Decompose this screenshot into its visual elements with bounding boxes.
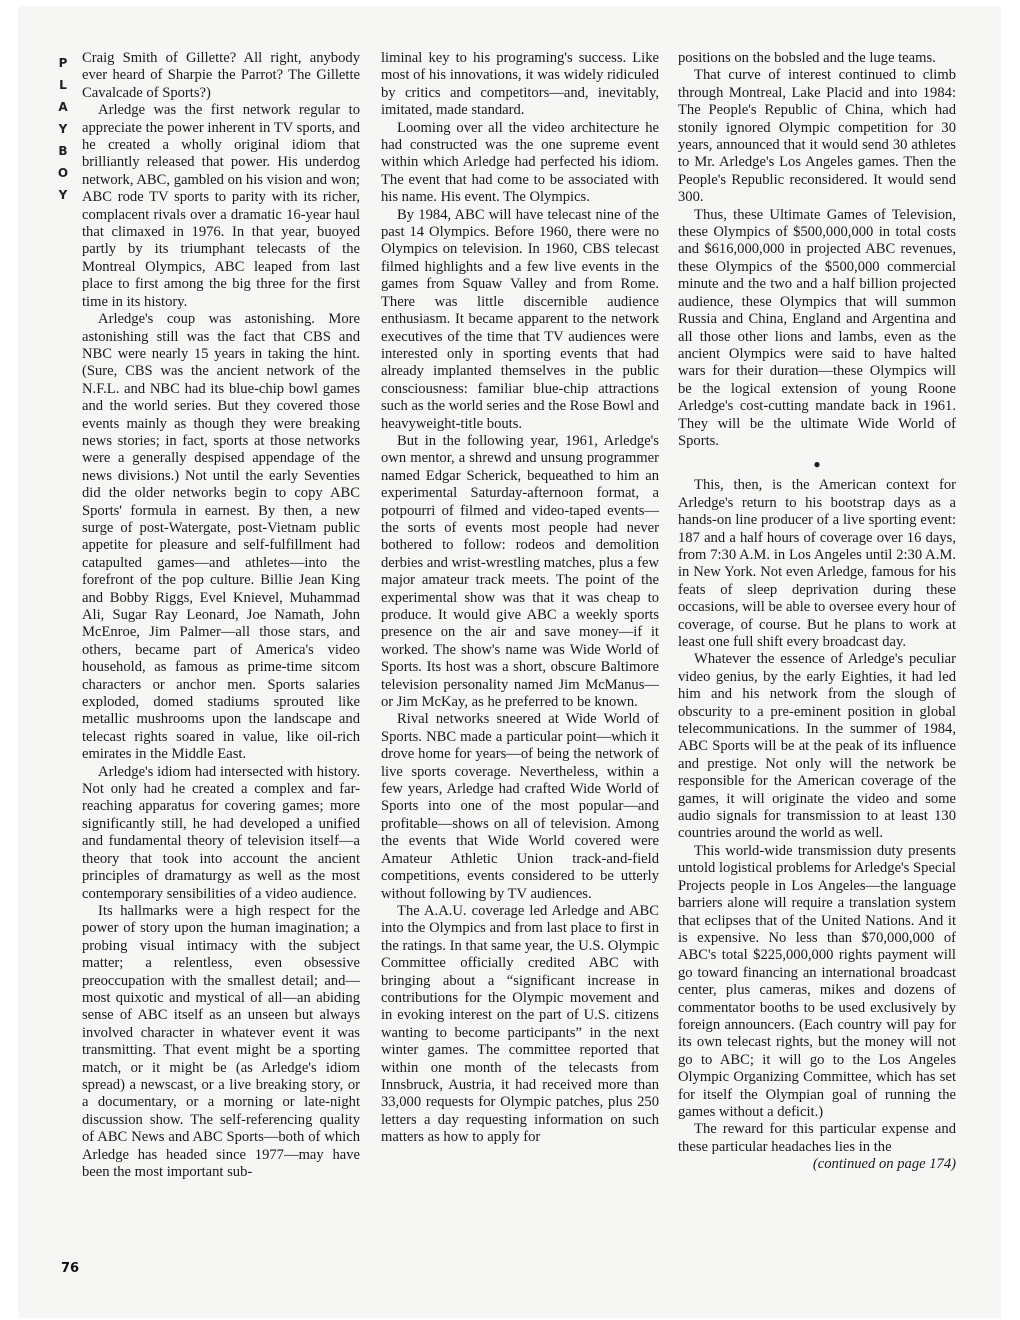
paragraph: Arledge was the first network regular to appreciate the power inherent in TV sports, and he created a wholly original idiom that brilliantly released that power. His underdog network, ABC, gambled on his vision and won; ABC rode TV sports to parity with its richer, complacent rivals over a dramatic 16-year haul that climaxed in 1976. In that year, buoyed partly by its triumphant telecasts of the Montreal Olympics, ABC leaped from last place to first among the big three for the first time in its history. xyxy=(82,102,360,310)
paragraph: But in the following year, 1961, Arledge's own mentor, a shrewd and unsung programmer named Edgar Scherick, bequeathed to him an experimental Saturday-afternoon format, a potpourri of filmed and video-taped events—the sorts of events most people had never bothered to follow: rodeos and demolition derbies and wrist-wrestling matches, plus a few major amateur track meets. The point of the experimental show was that it was cheap to produce. It would give ABC a weekly sports presence on the air and save money—if it worked. The show's name was Wide World of Sports. Its host was a short, obscure Baltimore television personality named Jim McManus—or Jim McKay, as he preferred to be known. xyxy=(381,432,659,711)
running-head-letter: B xyxy=(58,144,68,158)
paragraph: Craig Smith of Gillette? All right, anybody ever heard of Sharpie the Parrot? The Gillette Cavalcade of Sports?) xyxy=(82,50,360,101)
paragraph: positions on the bobsled and the luge teams. xyxy=(678,50,936,66)
paragraph: Whatever the essence of Arledge's peculiar video genius, by the early Eighties, it had led him and his network from the slough of obscurity to a pre-eminent position in global telecommunications. In the summer of 1984, ABC Sports will be at the peak of its influence and prestige. Not only will the network be responsible for the American coverage of the games, it will originate the video and some audio signals for transmission to at least 130 countries around the world as well. xyxy=(678,651,956,842)
paragraph: The A.A.U. coverage led Arledge and ABC into the Olympics and from last place to first in the ratings. In that same year, the U.S. Olympic Committee officially credited ABC with bringing about a “significant increase in contributions for the Olympic movement and in evoking interest on the part of U.S. citizens wanting to become participants” in the next winter games. The committee reported that within one month of the telecasts from Innsbruck, Austria, it had received more than 33,000 requests for Olympic patches, plus 250 letters a day requesting information on such matters as how to apply for xyxy=(381,902,659,1146)
paragraph: Looming over all the video architecture he had constructed was the one supreme event within which Arledge had perfected his idiom. The event that had come to be associated with his name. His event. The Olympics. xyxy=(381,119,659,206)
paragraph: This, then, is the American context for Arledge's return to his bootstrap days as a hands-on line producer of a live sporting event: 187 and a half hours of coverage over 16 days, from 7:30 A.M. in Los Angeles until 2:30 A.M. in New York. Not even Arledge, famous for his feats of sleep deprivation during these occasions, will be able to oversee every hour of coverage, of course. But he plans to work at least one full shift every broadcast day. xyxy=(678,477,956,650)
running-head-letter: P xyxy=(58,56,68,70)
running-head-letter: Y xyxy=(58,188,68,202)
paragraph: liminal key to his programing's success. Like most of his innovations, it was widely ridiculed by critics and competitors—and, inevitably, imitated, made standard. xyxy=(381,50,659,119)
page-number: 76 xyxy=(61,1261,80,1276)
paragraph: This world-wide transmission duty presents untold logistical problems for Arledge's Special Projects people in Los Angeles—the language barriers alone will require a translation system that eclipses that of the United Nations. And it is expensive. No less than $70,000,000 of ABC's total $225,000,000 rights payment will go toward financing an international broadcast center, plus cameras, mikes and dozens of commentator booths to be used exclusively by foreign announcers. (Each country will pay for its own telecast rights, but the money will not go to ABC; it will go to the Los Angeles Olympic Organizing Committee, which has set for itself the Olympian goal of running the games without a deficit.) xyxy=(678,842,956,1120)
running-head-letter: A xyxy=(58,100,68,114)
running-head-letter: O xyxy=(57,166,69,180)
paragraph: Thus, these Ultimate Games of Television, these Olympics of $500,000,000 in total costs and $616,000,000 in projected ABC revenues, these Olympics of the $500,000 commercial minute and the two and a half billion projected audience, these Olympics that will summon Russia and China, England and Argentina and all those other lions and lambs, even as the ancient Olympics were said to have halted wars for their duration—these Olympics will be the logical extension of young Roone Arledge's cost-cutting mandate back in 1961. They will be the ultimate Wide World of Sports. xyxy=(678,206,956,449)
paragraph: That curve of interest continued to climb through Montreal, Lake Placid and into 1984: The People's Republic of China, which had stonily ignored Olympic competition for 30 years, announced that it would send 30 athletes to Mr. Arledge's Los Angeles games. Then the People's Republic reconsidered. It would send 300. xyxy=(678,67,956,206)
paragraph: By 1984, ABC will have telecast nine of the past 14 Olympics. Before 1960, there were no Olympics on television. In 1960, CBS telecast filmed highlights and a few live events in the games from Squaw Valley and from Rome. There was little discernible audience enthusiasm. It became apparent to the network executives of the time that TV audiences were interested only in sporting events that had already implanted themselves in the public consciousness: familiar blue-chip attractions such as the world series and the Rose Bowl and heavyweight-title bouts. xyxy=(381,206,659,432)
text-column-1 xyxy=(82,50,360,1181)
paragraph: The reward for this particular expense and these particular headaches lies in the xyxy=(678,1121,956,1155)
running-head-letter: Y xyxy=(58,122,68,136)
paragraph: Arledge's idiom had intersected with history. Not only had he created a complex and far-reaching apparatus for covering games; more significantly still, he had developed a unified and fundamental theory of television itself—a theory that took into account the ancient principles of dramaturgy as well as the most contemporary sensibilities of a video audience. xyxy=(82,763,360,902)
running-head xyxy=(56,52,70,206)
continued-note: (continued on page 174) xyxy=(812,1156,956,1173)
running-head-letter: L xyxy=(59,78,67,92)
paragraph: Rival networks sneered at Wide World of Sports. NBC made a particular point—which it drove home for years—of being the network of live sports coverage. Nevertheless, within a few years, Arledge had crafted Wide World of Sports into one of the most popular—and profitable—shows on all of television. Among the events that Wide World covered were Amateur Athletic Union track-and-field competitions, events considered to be utterly without following by TV audiences. xyxy=(381,711,659,902)
paragraph: Its hallmarks were a high respect for the power of story upon the human imagination; a probing visual intimacy with the subject matter; a relentless, even obsessive preoccupation with the smallest detail; and—most quixotic and mystical of all—an abiding sense of ABC itself as an unseen but always involved character in whatever event it was transmitting. That event might be a sporting match, or it might be (as Arledge's idiom spread) a newscast, or a live breaking story, or a documentary, or a morning or late-night discussion show. The self-referencing quality of ABC News and ABC Sports—both of which Arledge has headed since 1977—may have been the most important sub- xyxy=(82,902,360,1180)
text-column-2 xyxy=(381,50,659,1147)
paragraph: Arledge's coup was astonishing. More astonishing still was the fact that CBS and NBC were nearly 15 years in taking the hint. (Sure, CBS was the ancient network of the N.F.L. and NBC had its blue-chip bowl games and the world series. But they covered those events mainly as though they were breaking news stories; in fact, sports at those networks were a generally despised appendage of the news divisions.) Not until the early Seventies did the older networks begin to copy ABC Sports' formula in earnest. By then, a new surge of post-Watergate, post-Vietnam public appetite for pleasure and self-fulfillment had catapulted games—and athletes—into the forefront of the pop culture. Billie Jean King and Bobby Riggs, Evel Knievel, Muhammad Ali, Sugar Ray Leonard, Joe Namath, John McEnroe, Jim Palmer—all those stars, and others, became part of America's video household, as famous as prime-time sitcom characters or anchor men. Sports salaries exploded, domed stadiums sprouted like metallic mushrooms upon the landscape and telecast rights soared in value, like oil-rich emirates in the Middle East. xyxy=(82,311,360,763)
section-break-bullet: ● xyxy=(813,457,821,472)
text-column-3 xyxy=(678,50,956,1174)
